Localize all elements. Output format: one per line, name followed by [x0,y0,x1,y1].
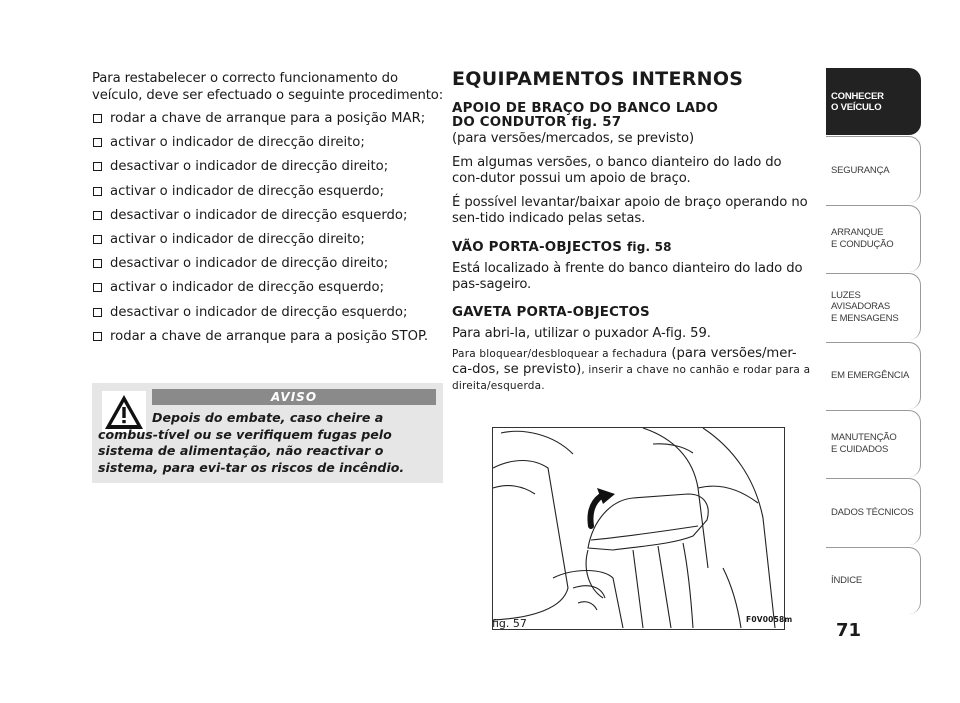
left-column [92,70,444,352]
page-title: EQUIPAMENTOS INTERNOS [452,68,744,90]
tab-indice[interactable]: ÍNDICE [826,547,921,614]
page-number: 71 [836,620,862,641]
warning-text: Depois do embate, caso cheire a combus-tível ou se verifiquem fugas pelo sistema de alimentação, não reactivar o sistema, para evi-tar os riscos de incêndio. [98,410,405,475]
checkbox-bullet-icon [93,235,102,244]
section-title-armrest-line2: DO CONDUTOR fig. 57 [452,115,622,130]
list-item: rodar a chave de arranque para a posição MAR; [92,110,444,127]
section-title-glovebox: GAVETA PORTA-OBJECTOS [452,304,650,320]
section-title-armrest: APOIO DE BRAÇO DO BANCO LADO [452,101,719,116]
list-item: activar o indicador de direcção direito; [92,231,444,248]
section-subtitle: (para versões/mercados, se previsto) [452,131,695,146]
checkbox-bullet-icon [93,162,102,171]
glovebox-paragraph: Para abri-la, utilizar o puxador A-fig. 59. [452,325,711,341]
checkbox-bullet-icon [93,211,102,220]
chapter-tabs [826,68,921,615]
list-item: activar o indicador de direcção direito; [92,134,444,151]
procedure-list [92,110,444,345]
tab-manutencao-e-cuidados[interactable]: MANUTENÇÃO E CUIDADOS [826,410,921,477]
checkbox-bullet-icon [93,114,102,123]
list-item: desactivar o indicador de direcção esquerdo; [92,304,444,321]
intro-paragraph: Para restabelecer o correcto funcionamento do veículo, deve ser efectuado o seguinte procedimento: [92,71,444,103]
list-item: desactivar o indicador de direcção direito; [92,158,444,175]
figure-code: F0V0058m [746,615,793,624]
checkbox-bullet-icon [93,283,102,292]
glovebox-note: Para bloquear/desbloquear a fechadura (para versões/mer-ca-dos, se previsto), inserir a chave no canhão e rodar para a direita/esquerda. [452,346,811,392]
warning-box [92,383,443,483]
checkbox-bullet-icon [93,308,102,317]
tab-dados-tecnicos[interactable]: DADOS TÉCNICOS [826,478,921,545]
tab-arranque-e-conducao[interactable]: ARRANQUE E CONDUÇÃO [826,205,921,272]
armrest-paragraph-2: É possível levantar/baixar apoio de braço operando no sen-tido indicado pelas setas. [452,194,808,226]
tab-conhecer-o-veiculo[interactable]: CONHECER O VEÍCULO [826,68,921,135]
checkbox-bullet-icon [93,259,102,268]
checkbox-bullet-icon [93,332,102,341]
fig-reference: fig. 58 [626,239,672,254]
section-title-compartment: VÃO PORTA-OBJECTOS fig. 58 [452,239,672,255]
tab-luzes-avisadoras[interactable]: LUZES AVISADORAS E MENSAGENS [826,273,921,340]
compartment-paragraph: Está localizado à frente do banco dianteiro do lado do pas-sageiro. [452,260,803,292]
right-column [452,68,812,400]
list-item: desactivar o indicador de direcção direito; [92,255,444,272]
list-item: activar o indicador de direcção esquerdo; [92,183,444,200]
armrest-drawing [493,428,784,629]
list-item: activar o indicador de direcção esquerdo; [92,279,444,296]
figure-caption: fig. 57 [492,617,527,630]
armrest-paragraph-1: Em algumas versões, o banco dianteiro do lado do con-dutor possui um apoio de braço. [452,154,782,186]
fig-reference: fig. 57 [571,115,622,130]
checkbox-bullet-icon [93,138,102,147]
list-item: desactivar o indicador de direcção esquerdo; [92,207,444,224]
list-item: rodar a chave de arranque para a posição STOP. [92,328,444,345]
tab-seguranca[interactable]: SEGURANÇA [826,136,921,203]
tab-em-emergencia[interactable]: EM EMERGÊNCIA [826,342,921,409]
checkbox-bullet-icon [93,187,102,196]
armrest-illustration [492,427,785,630]
warning-heading: AVISO [152,389,436,405]
